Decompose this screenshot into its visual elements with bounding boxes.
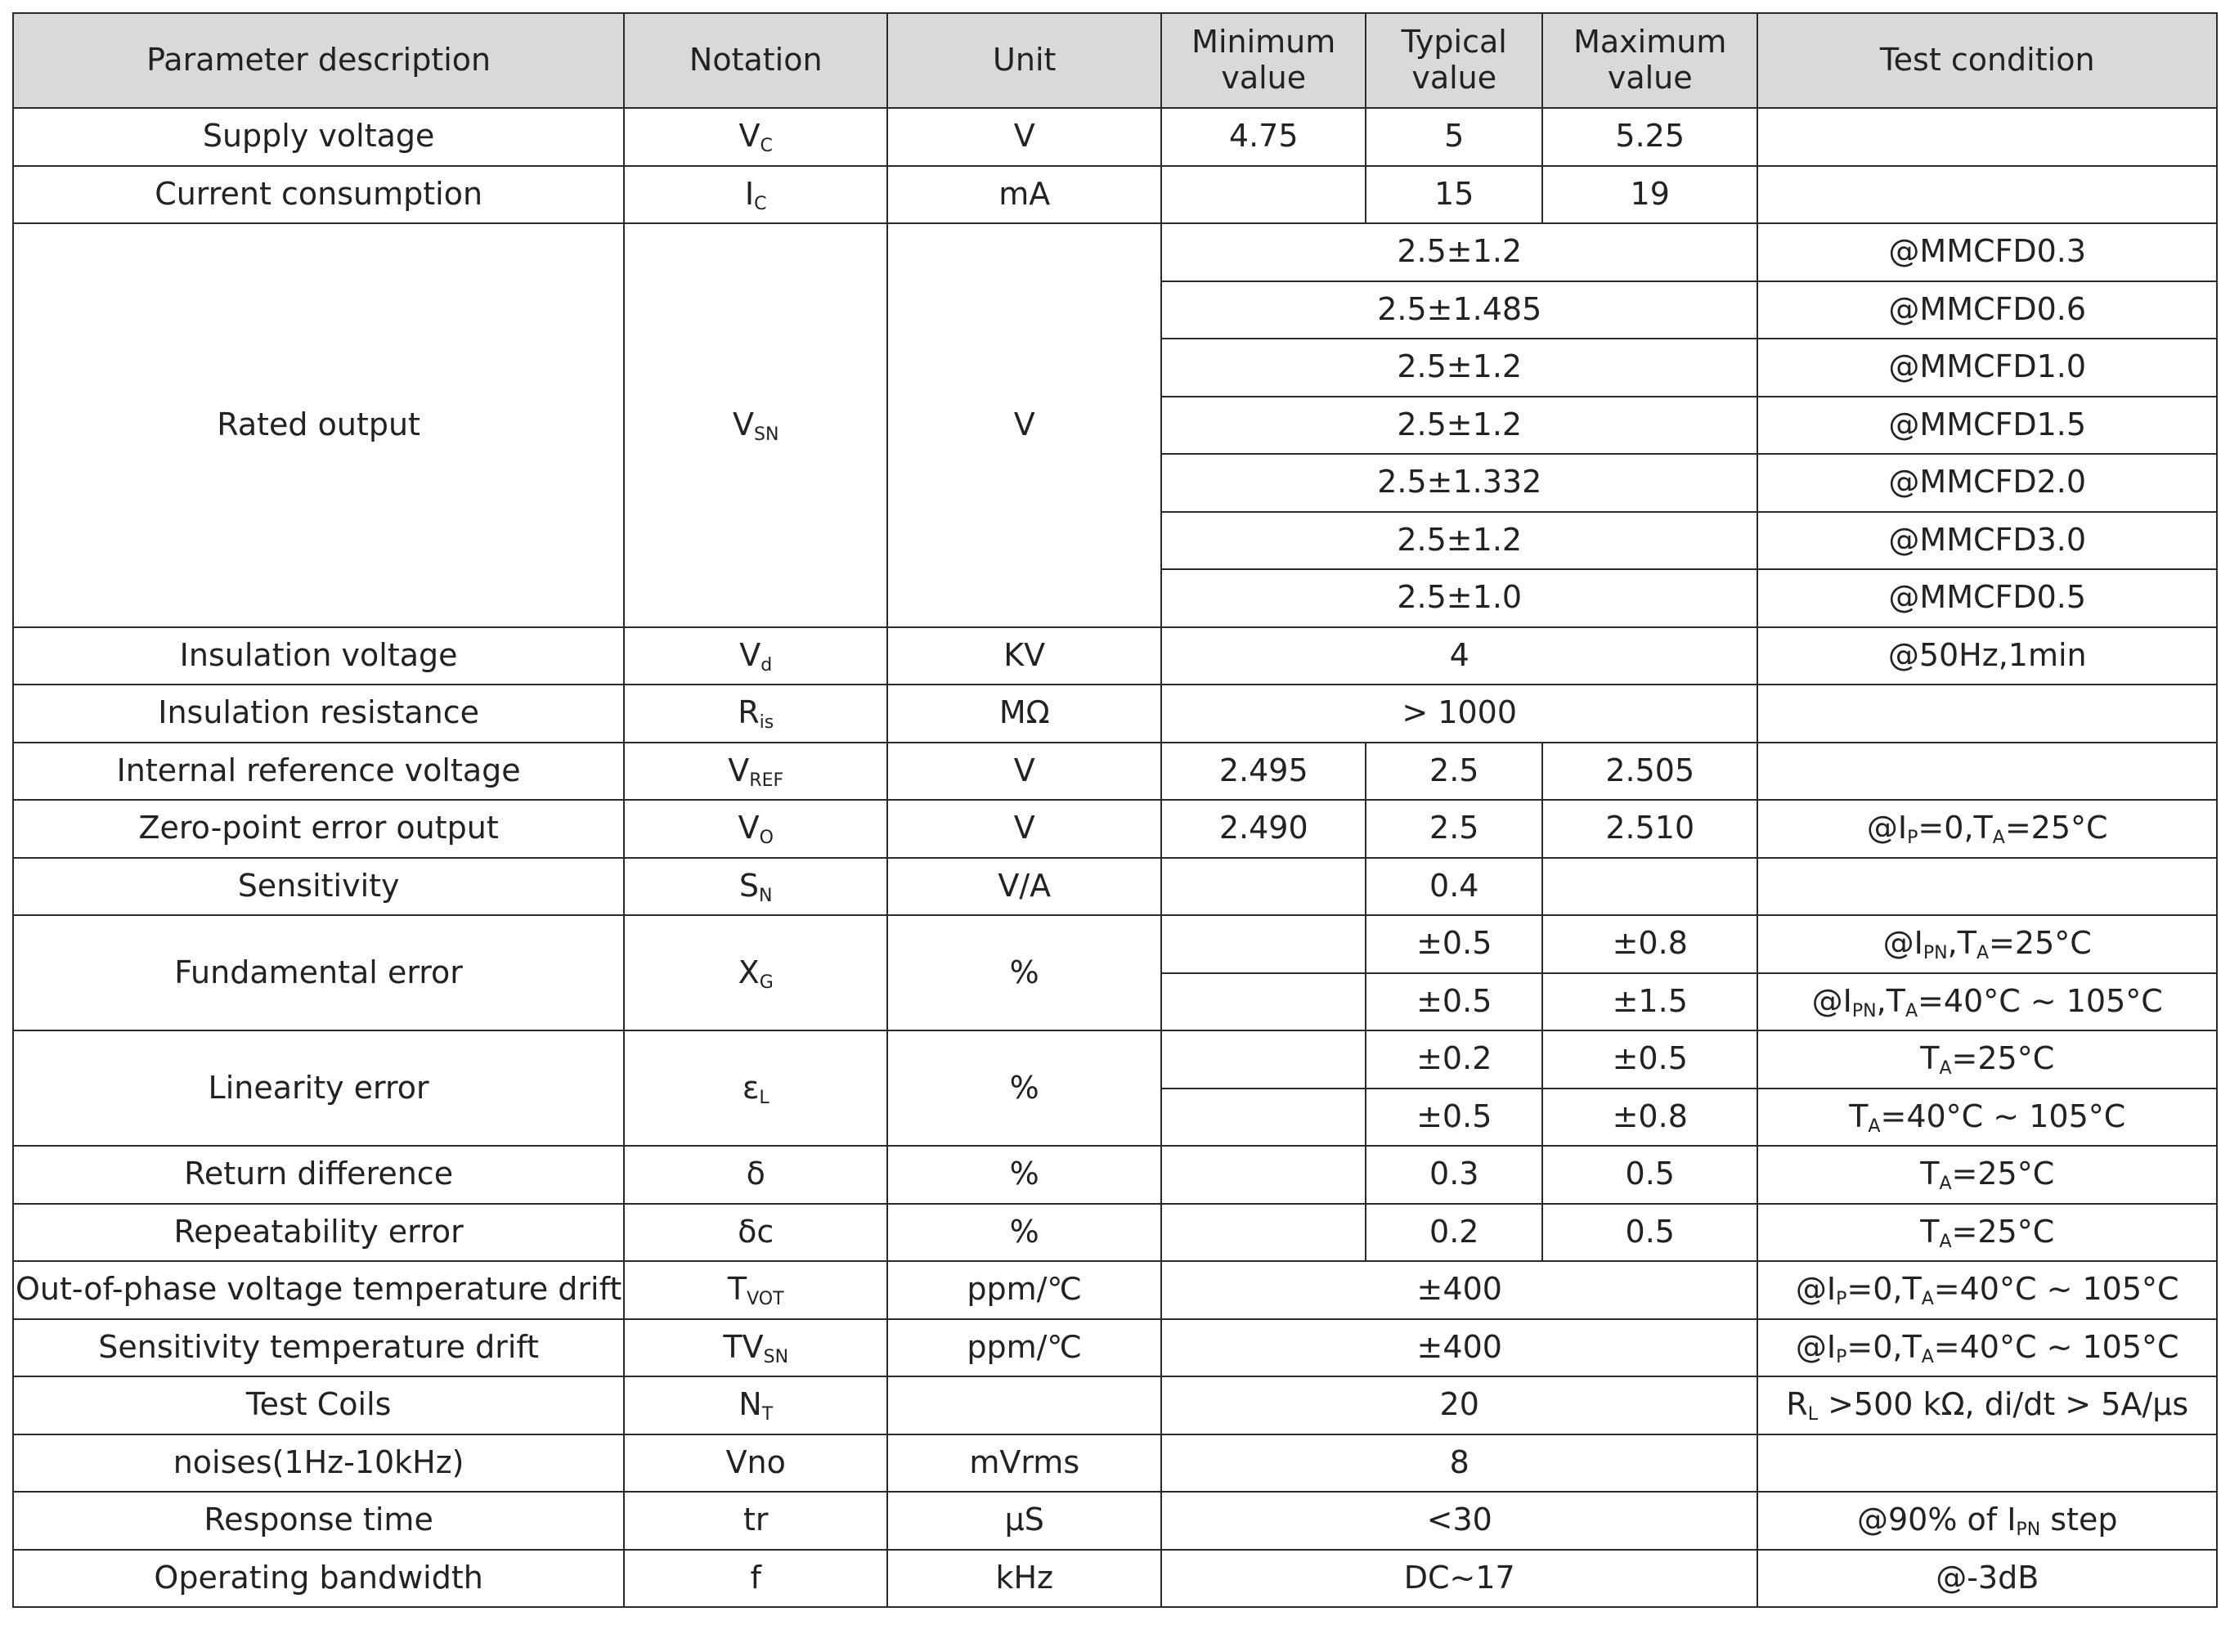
table-row: [13, 1204, 2217, 1262]
typ-cell: 0.2: [1366, 1204, 1542, 1262]
param-cell: Operating bandwidth: [13, 1550, 624, 1608]
table-row: [13, 685, 2217, 743]
header-max: Maximum value: [1542, 13, 1757, 108]
table-row: [13, 1319, 2217, 1377]
cond-cell: $@I_P=0,T_A=25^\circ C$: [1757, 800, 2217, 858]
table-row: [13, 1376, 2217, 1434]
table-row: [13, 1550, 2217, 1608]
param-cell: Supply voltage: [13, 108, 624, 166]
typ-cell: 0.4: [1366, 858, 1542, 916]
header-cond: Test condition: [1757, 13, 2217, 108]
cond-cell: @MMCFD0.3: [1757, 223, 2217, 281]
table-row: [13, 743, 2217, 801]
cond-cell: @MMCFD2.0: [1757, 454, 2217, 512]
unit-cell: %: [887, 1146, 1161, 1204]
param-cell: Response time: [13, 1492, 624, 1550]
typ-cell: ±0.5: [1366, 915, 1542, 973]
value-cell: > 1000: [1161, 685, 1757, 743]
min-cell: [1161, 1204, 1366, 1262]
max-cell: 0.5: [1542, 1204, 1757, 1262]
table-row: [13, 627, 2217, 685]
typ-cell: ±0.5: [1366, 973, 1542, 1031]
param-cell: Out-of-phase voltage temperature drift: [13, 1261, 624, 1319]
notation-cell: $V_C$: [624, 108, 887, 166]
unit-cell: ppm/℃: [887, 1261, 1161, 1319]
value-cell: <30: [1161, 1492, 1757, 1550]
min-cell: [1161, 1089, 1366, 1147]
typ-cell: 5: [1366, 108, 1542, 166]
header-typ: Typical value: [1366, 13, 1542, 108]
cond-cell: @-3dB: [1757, 1550, 2217, 1608]
param-cell: Linearity error: [13, 1030, 624, 1146]
table-row: [13, 1492, 2217, 1550]
notation-cell: $V_O$: [624, 800, 887, 858]
unit-cell: MΩ: [887, 685, 1161, 743]
notation-cell: $T_{VOT}$: [624, 1261, 887, 1319]
max-cell: 19: [1542, 166, 1757, 224]
value-cell: 2.5±1.485: [1161, 281, 1757, 339]
table-row: [13, 1030, 2217, 1089]
notation-cell: $TV_{SN}$: [624, 1319, 887, 1377]
unit-cell: V/A: [887, 858, 1161, 916]
table-row: [13, 800, 2217, 858]
unit-cell: %: [887, 1030, 1161, 1146]
unit-cell: V: [887, 223, 1161, 627]
value-cell: 2.5±1.2: [1161, 512, 1757, 570]
max-cell: ±1.5: [1542, 973, 1757, 1031]
min-cell: [1161, 1146, 1366, 1204]
unit-cell: mA: [887, 166, 1161, 224]
header-notation: Notation: [624, 13, 887, 108]
table-row: [13, 915, 2217, 973]
param-cell: Rated output: [13, 223, 624, 627]
notation-cell: $X_G$: [624, 915, 887, 1030]
table-row: [13, 1261, 2217, 1319]
max-cell: ±0.8: [1542, 1089, 1757, 1147]
value-cell: 8: [1161, 1434, 1757, 1493]
cond-cell: $T_A=25^\circ C$: [1757, 1204, 2217, 1262]
unit-cell: %: [887, 1204, 1161, 1262]
value-cell: 2.5±1.2: [1161, 223, 1757, 281]
param-cell: Test Coils: [13, 1376, 624, 1434]
cond-cell: [1757, 743, 2217, 801]
param-cell: Current consumption: [13, 166, 624, 224]
cond-cell: $T_A=40^\circ C$ ~ 105°C: [1757, 1089, 2217, 1147]
notation-cell: δ: [624, 1146, 887, 1204]
header-unit: Unit: [887, 13, 1161, 108]
table-row: [13, 858, 2217, 916]
min-cell: [1161, 973, 1366, 1031]
max-cell: 5.25: [1542, 108, 1757, 166]
min-cell: 2.490: [1161, 800, 1366, 858]
cond-cell: $T_A=25^\circ C$: [1757, 1030, 2217, 1089]
value-cell: ±400: [1161, 1319, 1757, 1377]
value-cell: 2.5±1.0: [1161, 569, 1757, 627]
param-cell: Sensitivity: [13, 858, 624, 916]
cond-cell: $R_L >500$ kΩ, di/dt > 5A/μs: [1757, 1376, 2217, 1434]
cond-cell: $@I_{PN},T_A=40^\circ C$ ~ 105°C: [1757, 973, 2217, 1031]
max-cell: [1542, 858, 1757, 916]
unit-cell: μS: [887, 1492, 1161, 1550]
unit-cell: V: [887, 108, 1161, 166]
cond-cell: @MMCFD0.5: [1757, 569, 2217, 627]
unit-cell: %: [887, 915, 1161, 1030]
cond-cell: @MMCFD1.5: [1757, 397, 2217, 455]
table-row: [13, 1146, 2217, 1204]
cond-cell: [1757, 1434, 2217, 1493]
param-cell: Fundamental error: [13, 915, 624, 1030]
cond-cell: $@I_P=0,T_A=40^\circ C$ ~ 105°C: [1757, 1319, 2217, 1377]
header-param: Parameter description: [13, 13, 624, 108]
param-cell: noises(1Hz-10kHz): [13, 1434, 624, 1493]
param-cell: Repeatability error: [13, 1204, 624, 1262]
unit-cell: V: [887, 743, 1161, 801]
cond-cell: [1757, 166, 2217, 224]
notation-cell: Vno: [624, 1434, 887, 1493]
notation-cell: $R_{is}$: [624, 685, 887, 743]
value-cell: 20: [1161, 1376, 1757, 1434]
max-cell: ±0.5: [1542, 1030, 1757, 1089]
cond-cell: @MMCFD1.0: [1757, 339, 2217, 397]
param-cell: Insulation voltage: [13, 627, 624, 685]
notation-cell: f: [624, 1550, 887, 1608]
unit-cell: KV: [887, 627, 1161, 685]
cond-cell: [1757, 858, 2217, 916]
typ-cell: 2.5: [1366, 800, 1542, 858]
value-cell: 4: [1161, 627, 1757, 685]
max-cell: ±0.8: [1542, 915, 1757, 973]
typ-cell: 0.3: [1366, 1146, 1542, 1204]
notation-cell: tr: [624, 1492, 887, 1550]
unit-cell: V: [887, 800, 1161, 858]
cond-cell: @90% of $I_{PN}$ step: [1757, 1492, 2217, 1550]
notation-cell: $S_N$: [624, 858, 887, 916]
typ-cell: ±0.2: [1366, 1030, 1542, 1089]
value-cell: 2.5±1.2: [1161, 339, 1757, 397]
unit-cell: kHz: [887, 1550, 1161, 1608]
table-row: [13, 1434, 2217, 1493]
notation-cell: δc: [624, 1204, 887, 1262]
cond-cell: [1757, 108, 2217, 166]
min-cell: 4.75: [1161, 108, 1366, 166]
param-cell: Insulation resistance: [13, 685, 624, 743]
min-cell: [1161, 1030, 1366, 1089]
unit-cell: [887, 1376, 1161, 1434]
notation-cell: $N_T$: [624, 1376, 887, 1434]
table-row: [13, 108, 2217, 166]
value-cell: DC~17: [1161, 1550, 1757, 1608]
notation-cell: $V_d$: [624, 627, 887, 685]
min-cell: 2.495: [1161, 743, 1366, 801]
spec-table: [12, 12, 2218, 1608]
value-cell: 2.5±1.332: [1161, 454, 1757, 512]
typ-cell: 15: [1366, 166, 1542, 224]
header-row: [13, 13, 2217, 108]
cond-cell: $T_A=25^\circ C$: [1757, 1146, 2217, 1204]
value-cell: ±400: [1161, 1261, 1757, 1319]
cond-cell: [1757, 685, 2217, 743]
notation-cell: $V_{REF}$: [624, 743, 887, 801]
min-cell: [1161, 858, 1366, 916]
max-cell: 2.510: [1542, 800, 1757, 858]
table-row: [13, 166, 2217, 224]
notation-cell: $V_{SN}$: [624, 223, 887, 627]
cond-cell: @MMCFD3.0: [1757, 512, 2217, 570]
typ-cell: ±0.5: [1366, 1089, 1542, 1147]
max-cell: 2.505: [1542, 743, 1757, 801]
param-cell: Return difference: [13, 1146, 624, 1204]
max-cell: 0.5: [1542, 1146, 1757, 1204]
cond-cell: $@I_{PN},T_A=25^\circ C$: [1757, 915, 2217, 973]
min-cell: [1161, 166, 1366, 224]
cond-cell: @50Hz,1min: [1757, 627, 2217, 685]
typ-cell: 2.5: [1366, 743, 1542, 801]
notation-cell: $\varepsilon_L$: [624, 1030, 887, 1146]
param-cell: Zero-point error output: [13, 800, 624, 858]
notation-cell: $I_C$: [624, 166, 887, 224]
value-cell: 2.5±1.2: [1161, 397, 1757, 455]
cond-cell: @MMCFD0.6: [1757, 281, 2217, 339]
table-row: [13, 223, 2217, 281]
param-cell: Internal reference voltage: [13, 743, 624, 801]
unit-cell: mVrms: [887, 1434, 1161, 1493]
min-cell: [1161, 915, 1366, 973]
unit-cell: ppm/℃: [887, 1319, 1161, 1377]
cond-cell: $@I_P=0,T_A=40^\circ C$ ~ 105°C: [1757, 1261, 2217, 1319]
header-min: Minimum value: [1161, 13, 1366, 108]
param-cell: Sensitivity temperature drift: [13, 1319, 624, 1377]
